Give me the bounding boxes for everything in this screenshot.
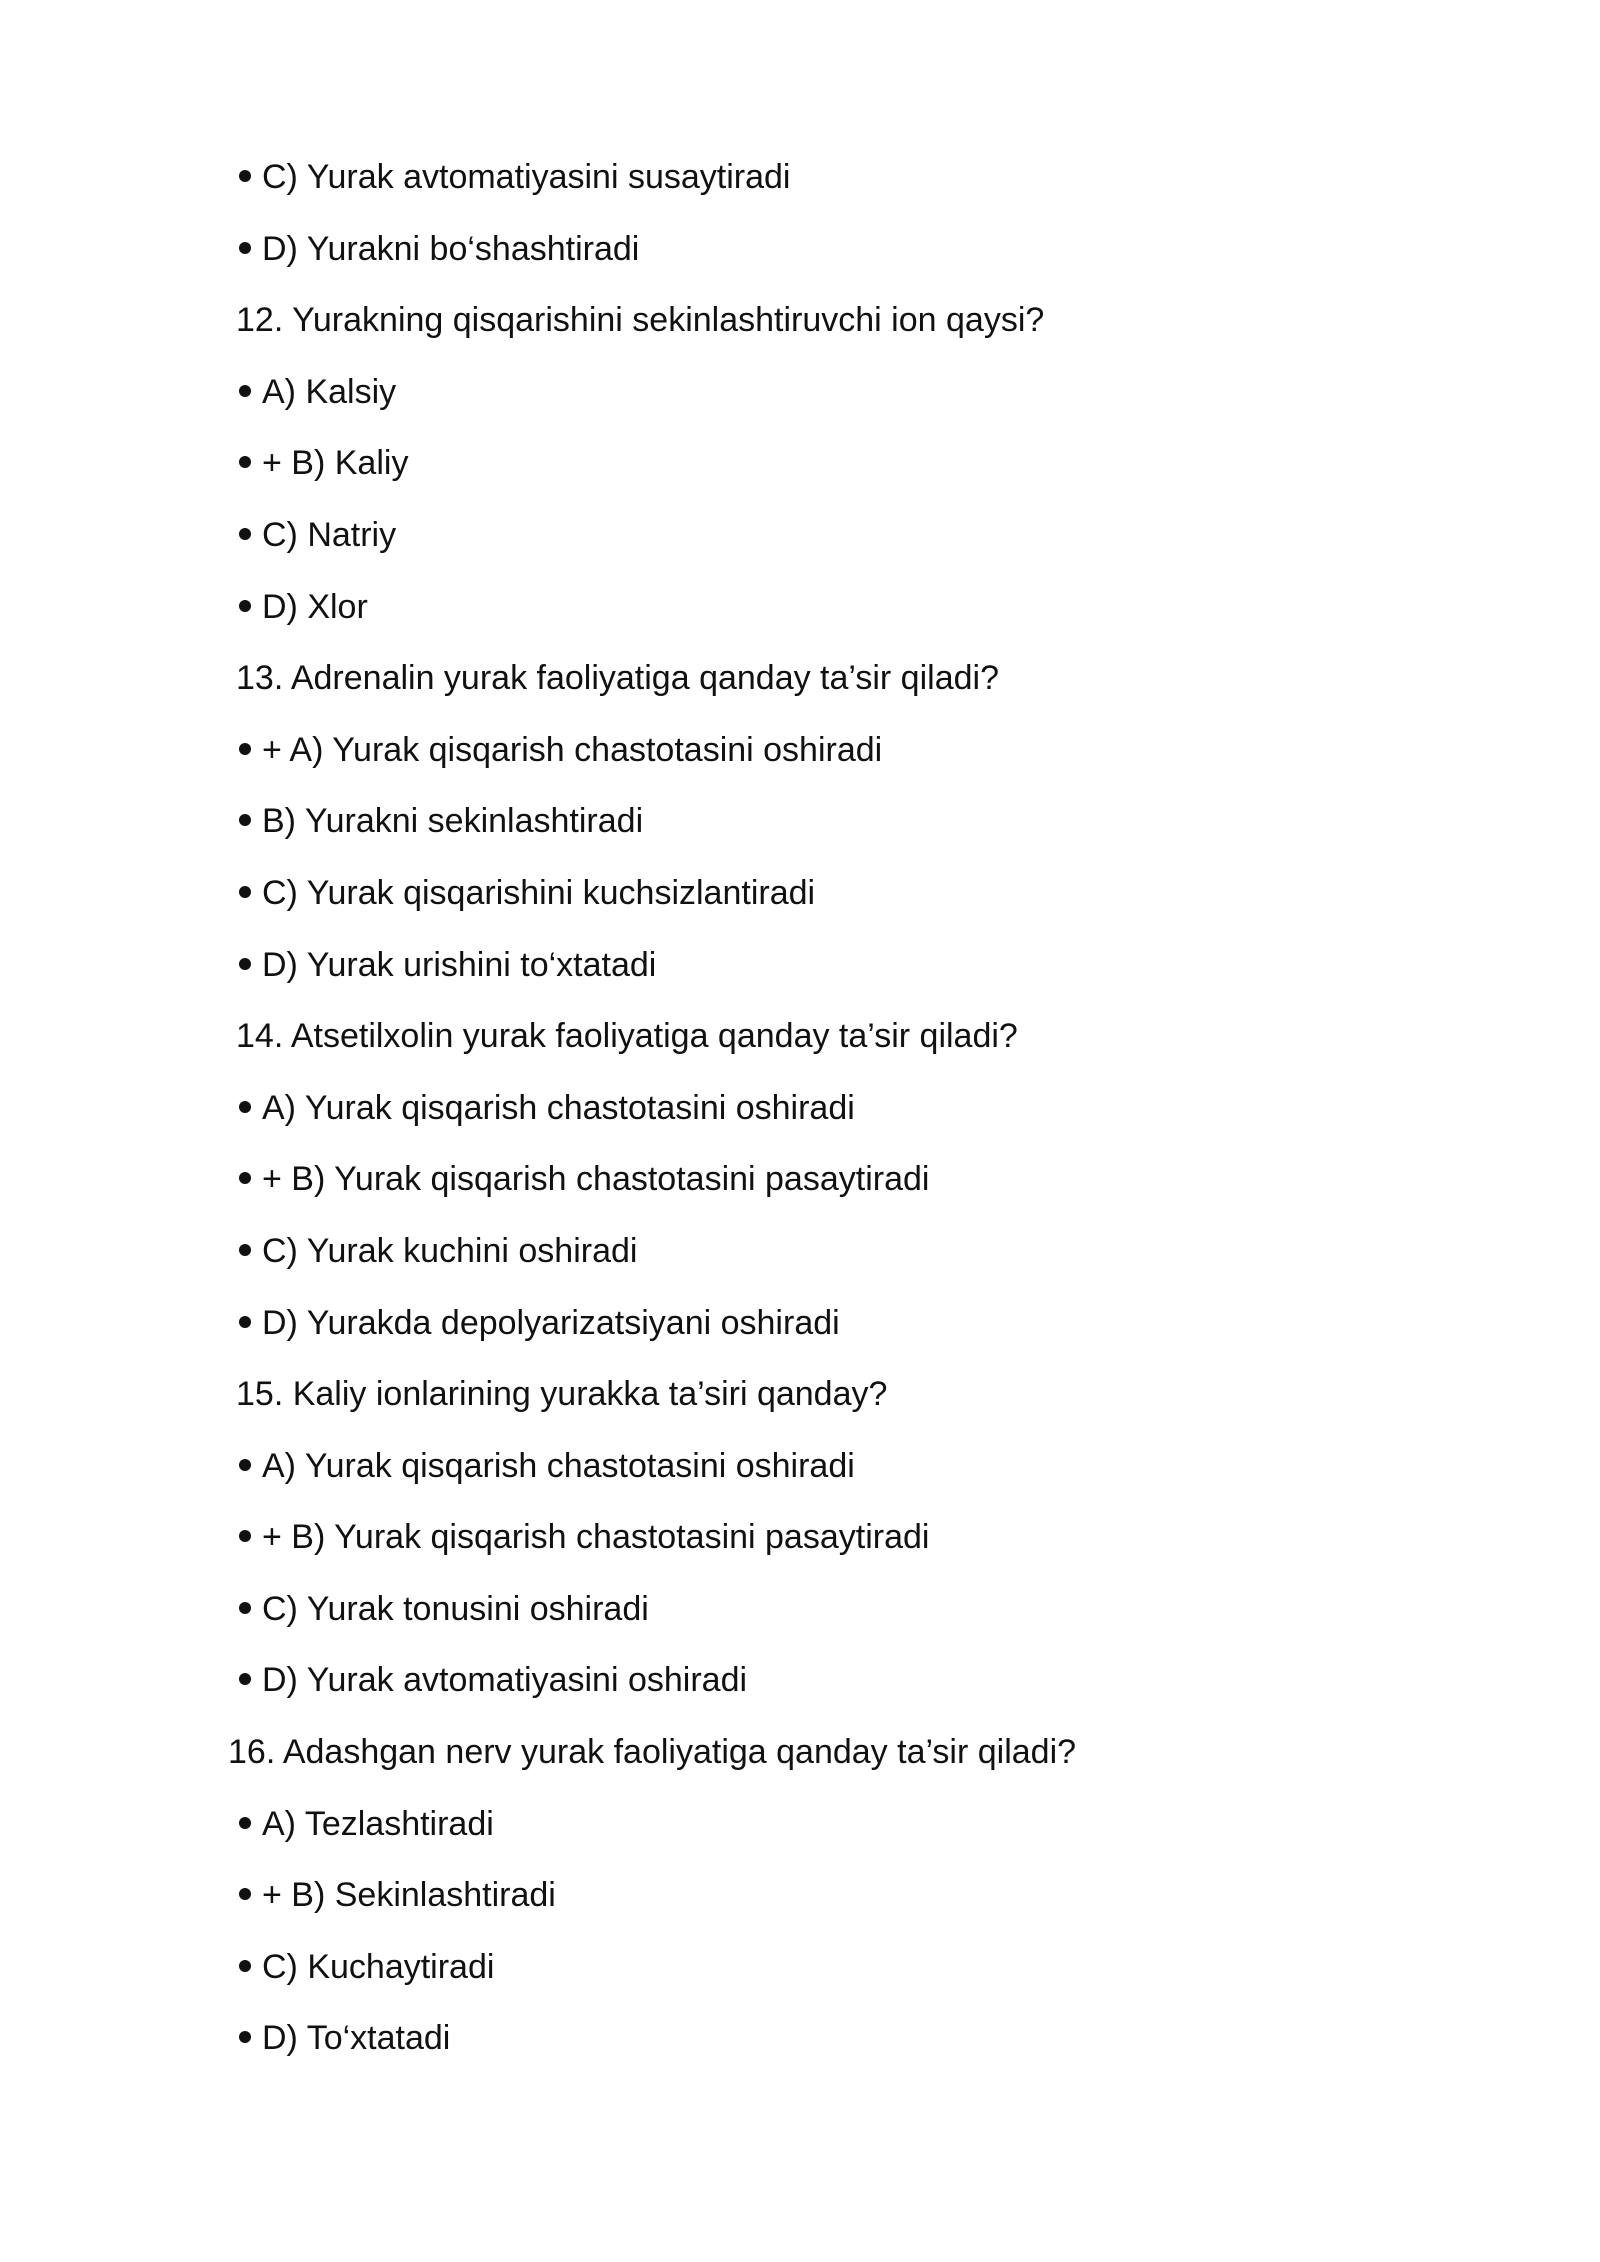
option-text: + B) Yurak qisqarish chastotasini pasaytiradi xyxy=(262,1160,930,1199)
option-text: D) Yurakda depolyarizatsiyani oshiradi xyxy=(262,1303,840,1342)
question-line xyxy=(236,1359,1436,1431)
bullet-icon xyxy=(236,214,262,286)
bullet-icon xyxy=(236,428,262,500)
option-text: C) Yurak kuchini oshiradi xyxy=(262,1231,638,1270)
option-line xyxy=(236,357,1436,429)
option-line xyxy=(236,930,1436,1002)
option-line xyxy=(236,1574,1436,1646)
option-text: C) Yurak qisqarishini kuchsizlantiradi xyxy=(262,873,816,912)
option-text: + B) Yurak qisqarish chastotasini pasaytiradi xyxy=(262,1518,930,1557)
option-text: C) Natriy xyxy=(262,515,397,554)
option-text: D) To‘xtatadi xyxy=(262,2019,451,2058)
bullet-icon xyxy=(236,1645,262,1717)
option-text: D) Yurakni bo‘shashtiradi xyxy=(262,229,640,268)
bullet-icon xyxy=(236,1932,262,2004)
option-line xyxy=(236,214,1436,286)
option-line xyxy=(236,1860,1436,1932)
bullet-icon xyxy=(236,1144,262,1216)
question-line xyxy=(236,1001,1436,1073)
option-line xyxy=(236,142,1436,214)
option-text: A) Kalsiy xyxy=(262,372,397,411)
question-list xyxy=(228,142,1436,2075)
option-line xyxy=(236,1144,1436,1216)
option-line xyxy=(236,428,1436,500)
bullet-icon xyxy=(236,1216,262,1288)
option-text: B) Yurakni sekinlashtiradi xyxy=(262,802,644,841)
option-text: A) Tezlashtiradi xyxy=(262,1804,494,1843)
question-line xyxy=(236,643,1436,715)
option-line xyxy=(236,1431,1436,1503)
option-line xyxy=(236,500,1436,572)
option-text: C) Yurak avtomatiyasini susaytiradi xyxy=(262,158,791,196)
option-line xyxy=(236,572,1436,644)
option-text: + B) Sekinlashtiradi xyxy=(262,1876,556,1915)
option-line xyxy=(236,786,1436,858)
option-line xyxy=(236,2003,1436,2075)
bullet-icon xyxy=(236,786,262,858)
option-text: + B) Kaliy xyxy=(262,444,409,483)
bullet-icon xyxy=(236,930,262,1002)
bullet-icon xyxy=(236,1288,262,1360)
bullet-icon xyxy=(236,1789,262,1861)
option-line xyxy=(236,1288,1436,1360)
question-text: 14. Atsetilxolin yurak faoliyatiga qanday ta’sir qiladi? xyxy=(236,1017,1018,1056)
option-text: C) Yurak tonusini oshiradi xyxy=(262,1589,649,1628)
bullet-icon xyxy=(236,1073,262,1145)
question-text: 13. Adrenalin yurak faoliyatiga qanday ta’sir qiladi? xyxy=(236,659,999,698)
option-line xyxy=(236,1073,1436,1145)
option-text: A) Yurak qisqarish chastotasini oshiradi xyxy=(262,1446,855,1485)
bullet-icon xyxy=(236,1574,262,1646)
question-line xyxy=(236,285,1436,357)
option-line xyxy=(236,1932,1436,2004)
bullet-icon xyxy=(236,858,262,930)
option-text: D) Yurak avtomatiyasini oshiradi xyxy=(262,1661,748,1700)
bullet-icon xyxy=(236,572,262,644)
option-line xyxy=(236,715,1436,787)
bullet-icon xyxy=(236,715,262,787)
bullet-icon xyxy=(236,1860,262,1932)
option-line xyxy=(236,1789,1436,1861)
bullet-icon xyxy=(236,1431,262,1503)
option-text: C) Kuchaytiradi xyxy=(262,1947,495,1986)
bullet-icon xyxy=(236,500,262,572)
option-line xyxy=(236,1645,1436,1717)
bullet-icon xyxy=(236,357,262,429)
option-text: + A) Yurak qisqarish chastotasini oshiradi xyxy=(262,730,883,769)
bullet-icon xyxy=(236,1502,262,1574)
bullet-icon xyxy=(236,142,262,214)
bullet-icon xyxy=(236,2003,262,2075)
question-text: 15. Kaliy ionlarining yurakka ta’siri qanday? xyxy=(236,1375,888,1414)
question-line xyxy=(228,1717,1436,1789)
option-text: D) Yurak urishini to‘xtatadi xyxy=(262,945,657,984)
option-text: A) Yurak qisqarish chastotasini oshiradi xyxy=(262,1088,855,1127)
option-line xyxy=(236,858,1436,930)
question-text: 12. Yurakning qisqarishini sekinlashtiruvchi ion qaysi? xyxy=(236,301,1045,340)
option-line xyxy=(236,1216,1436,1288)
option-line xyxy=(236,1502,1436,1574)
option-text: D) Xlor xyxy=(262,587,368,626)
question-text: 16. Adashgan nerv yurak faoliyatiga qanday ta’sir qiladi? xyxy=(228,1733,1077,1772)
